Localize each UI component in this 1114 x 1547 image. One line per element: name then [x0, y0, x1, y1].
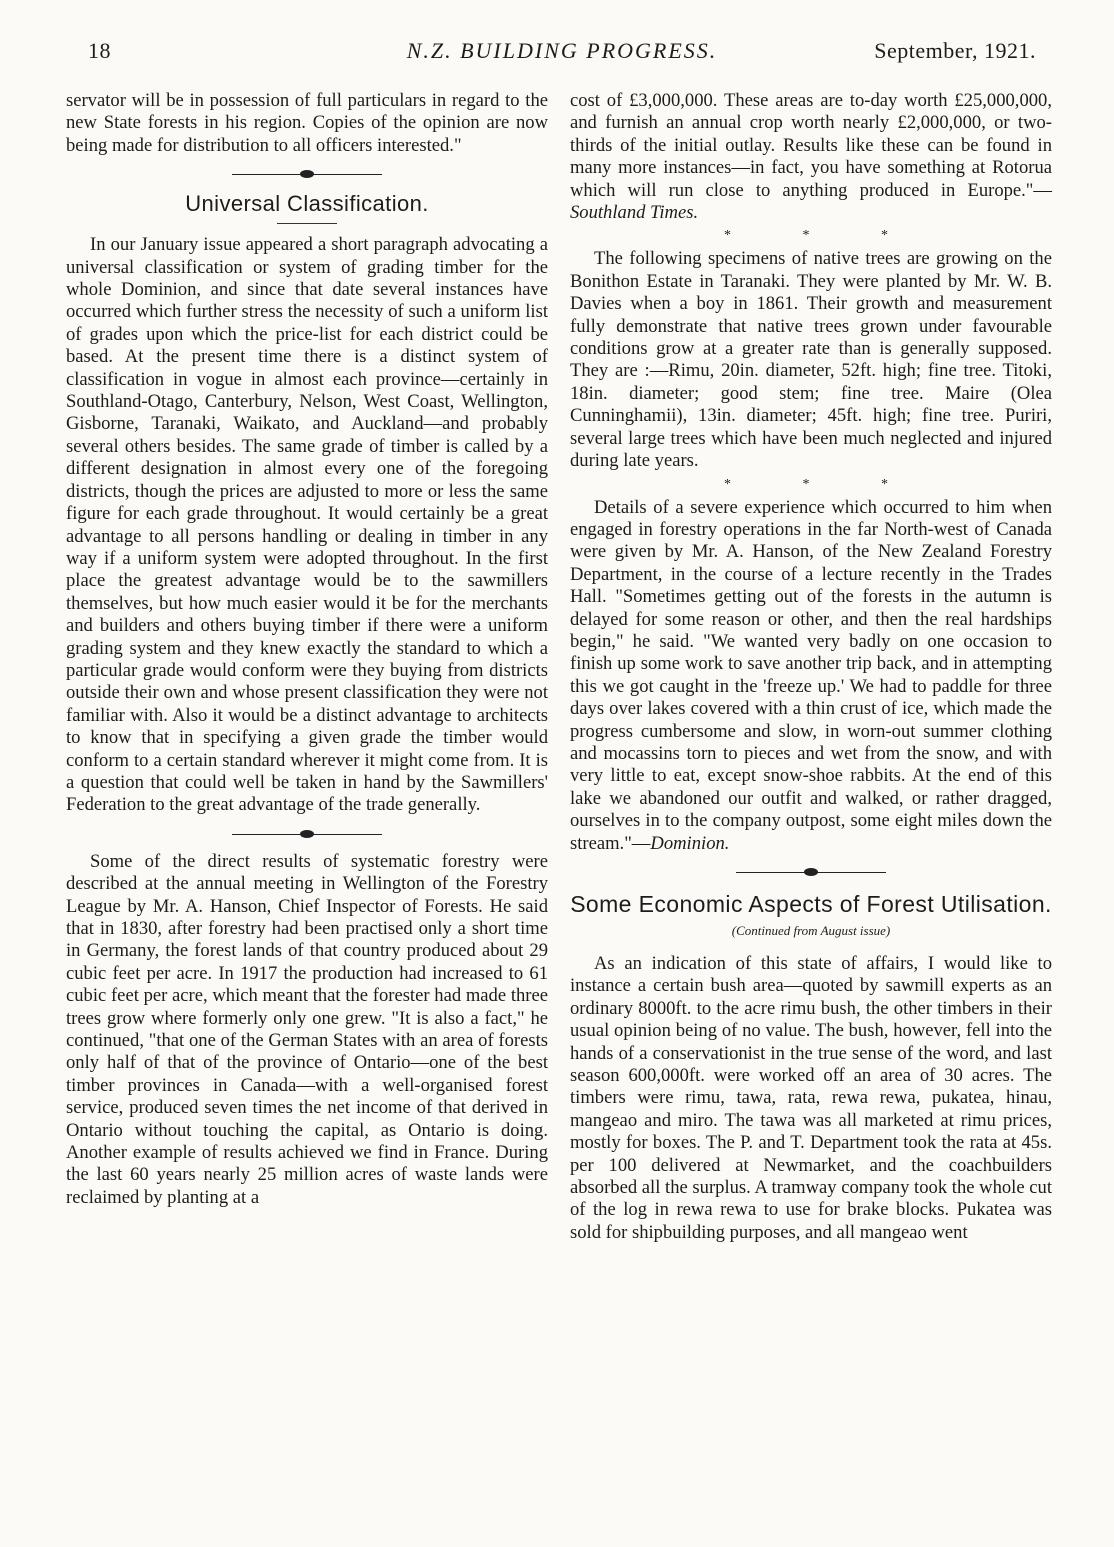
section-divider [232, 827, 382, 841]
left-column [66, 90, 548, 1209]
issue-date: September, 1921. [874, 38, 1036, 63]
paragraph-continued: servator will be in possession of full particulars in regard to the new State forests in his region. Copies of the opinion are now being made for distribution to all officers interested." [66, 90, 548, 156]
paragraph-classification: In our January issue appeared a short paragraph advocating a universal classification or system of grading timber for the whole Dominion, and since that date several instances have occurred which further stress the necessity of such a uniform list of grades upon which the price-list for each district could be based. At the present time there is a distinct system of classification in vogue in almost each province—certainly in Southland-Otago, Canterbury, Nelson, West Coast, Wellington, Gisborne, Taranaki, Waikato, and Auckland—and probably several others besides. The same grade of timber is called by a different designation in almost every one of the foregoing districts, though the prices are adjusted to more or less the same figure for each grade throughout. It would certainly be a great advantage to all persons handling or dealing in timber in any way if a uniform system were adopted throughout. In the first place the greatest advantage would be to the sawmillers themselves, but how much easier would it be for the merchants and builders and others buying timber if there were a uniform grading system and they knew exactly the standard to which a particular grade would conform were they buying from districts outside their own and whose present classification they were not familiar with. Also it would be a distinct advantage to architects to know that in specifying a given grade the timber would conform to a certain standard wherever it might come from. It is a question that could well be taken in hand by the Sawmillers' Federation to the great advantage of the trade generally. [66, 234, 548, 816]
paragraph-canada-text: Details of a severe experience which occurred to him when engaged in forestry operations in the far North-west of Canada were given by Mr. A. Hanson, of the New Zealand Forestry Department, in the course of a lecture recently in the Trades Hall. "Sometimes getting out of the forests in the autumn is delayed for some reason or other, and then the real hardships begin," he said. "We wanted very badly on one occasion to finish up some work to save another trip back, and in attempting this we got caught in the 'freeze up.' We had to paddle for three days over lakes covered with a thin crust of ice, which made the progress cumbersome and slow, in worn-out summer clothing and mocassins torn to pieces and wet from the snow, and with very little to eat, except snow-shoe rabbits. At the end of this lake we abandoned our outfit and walked, or rather dragged, ourselves in to the company outpost, some eight miles down the stream."— [570, 496, 1052, 854]
paragraph-cost-text: cost of £3,000,000. These areas are to-day worth £25,000,000, and furnish an annual crop worth nearly £2,000,000, or two-thirds of the initial outlay. Results like these can be found in many more instances—in fact, you have something at Rotorua which will run close to anything produced in Europe."— [570, 90, 1052, 201]
page-number: 18 [88, 38, 111, 63]
asterism-divider: * * * [724, 476, 922, 492]
paragraph-economic: As an indication of this state of affairs, I would like to instance a certain bush area—quoted by sawmill experts as an ordinary 8000ft. to the acre rimu bush, the other timbers in their usual opinion being of no value. The bush, however, fell into the hands of a conservationist in the true sense of the word, and last season 600,000ft. were worked off an area of 30 acres. The timbers were rimu, tawa, rata, rewa rewa, pukatea, hinau, mangeao and miro. The tawa was all marketed at rimu prices, mostly for boxes. The P. and T. Department took the rata at 45s. per 100 delivered at Newmarket, and the coachbuilders absorbed all the surplus. A tramway company took the whole cut of the log in rewa rewa to use for brake blocks. Pukatea was sold for shipbuilding purposes, and all mangeao went [570, 953, 1052, 1243]
asterism-divider: * * * [724, 228, 922, 244]
source-dominion: Dominion. [650, 832, 730, 854]
continued-note: (Continued from August issue) [731, 923, 891, 938]
paragraph-forestry-results: Some of the direct results of systematic forestry were described at the annual meeting in Wellington of the Forestry League by Mr. A. Hanson, Chief Inspector of Forests. He said that in 1830, after forestry had been practised only a short time in Germany, the forest lands of that country produced about 29 cubic feet per acre. In 1917 the production had increased to 61 cubic feet per acre, which meant that the forester had made three trees grow where formerly only one grew. "It is also a fact," he continued, "that one of the German States with an area of forests only half of that of the province of Ontario—one of the best timber provinces in Canada—with a well-organised forest service, produced seven times the net income of that derived in Ontario without touching the capital, as Ontario is doing. Another example of results achieved we find in France. During the last 60 years nearly 25 million acres of waste lands were reclaimed by planting at a [66, 850, 548, 1208]
right-column [570, 90, 1052, 1244]
paragraph-specimens: The following specimens of native trees are growing on the Bonithon Estate in Taranaki. They were planted by Mr. W. B. Davies when a boy in 1861. Their growth and measurement fully demonstrate that native trees grown under favourable conditions grow at a greater rate than is generally supposed. They are :—Rimu, 20in. diameter, 52ft. high; fine tree. Titoki, 18in. diameter; good stem; fine tree. Maire (Olea Cunninghamii), 13in. diameter; 45ft. high; fine tree. Puriri, several large trees which have been much neglected and injured during late years. [570, 248, 1052, 472]
paragraph-cost [570, 90, 1052, 224]
paragraph-canada [570, 497, 1052, 856]
heading-universal-classification: Universal Classification. [185, 191, 429, 217]
heading-economic-aspects: Some Economic Aspects of Forest Utilisation. [570, 891, 1052, 917]
publication-title: N.Z. BUILDING PROGRESS. [406, 38, 718, 63]
section-divider [736, 865, 886, 879]
source-southland-times: Southland Times. [570, 202, 699, 224]
page-header [88, 38, 1036, 68]
heading-underline [277, 223, 337, 224]
section-divider [232, 167, 382, 181]
